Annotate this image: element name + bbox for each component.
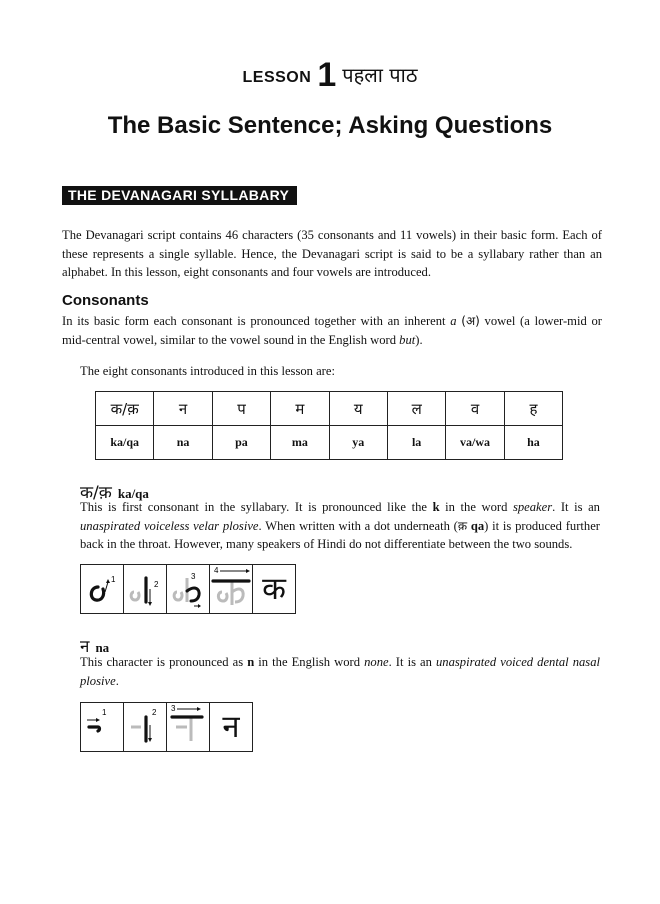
text-run: vowel (a lower-mid or mid-central vowel, similar to the vowel sound in the English word — [62, 314, 602, 347]
na-roman: na — [95, 640, 110, 655]
stroke-step-1 — [81, 703, 123, 751]
stroke-number: 2 — [154, 580, 159, 589]
intro-paragraph: The Devanagari script contains 46 characters (35 consonants and 11 vowels) in their basic form. Each of these represents a single syllable. Hence, the Devanagari script is said to be a syllabary rather than an alphabet. In this lesson, eight consonants and four vowels are introduced. — [62, 228, 602, 279]
ka-paragraph — [80, 498, 600, 554]
lesson-number: 1 — [317, 56, 337, 94]
stroke-final — [252, 565, 295, 613]
text-run: In its basic form each consonant is pronounced together with an inherent — [62, 314, 451, 328]
table-cell: ka/qa — [96, 426, 154, 460]
text-run: . It is an — [552, 500, 600, 514]
text-run: ). — [415, 332, 423, 347]
table-cell: ma — [271, 426, 329, 460]
table-cell: ha — [504, 426, 562, 460]
stroke-step-3 — [166, 703, 209, 751]
lesson-heading — [0, 56, 660, 95]
table-row-roman — [96, 426, 563, 460]
table-cell: na — [154, 426, 212, 460]
text-run: . — [115, 673, 119, 688]
stroke-3-icon — [167, 565, 209, 613]
final-na-glyph: न — [222, 709, 240, 745]
consonant-table — [95, 391, 563, 460]
stroke-3-icon — [167, 703, 209, 751]
final-ka-glyph: क — [262, 571, 286, 607]
stroke-step-2 — [123, 565, 166, 613]
stroke-step-1 — [81, 565, 123, 613]
na-stroke-order — [80, 702, 253, 752]
ka-glyph: क/क़ — [80, 483, 112, 503]
table-cell: la — [387, 426, 445, 460]
text-run-italic: unaspirated voiced dental nasal plosive — [80, 655, 601, 688]
lesson-hindi-title: पहला पाठ — [342, 63, 418, 87]
table-cell: म — [271, 392, 329, 426]
stroke-number: 1 — [102, 708, 107, 717]
ka-stroke-order — [80, 564, 296, 614]
stroke-number: 2 — [152, 708, 157, 717]
text-run-italic: none — [364, 655, 389, 669]
text-run: in the English word — [254, 655, 365, 669]
stroke-2-icon — [124, 703, 166, 751]
stroke-1-icon — [81, 565, 123, 613]
stroke-4-icon — [210, 565, 252, 613]
text-run-italic: speaker — [512, 500, 553, 514]
stroke-step-4 — [209, 565, 252, 613]
table-cell: य — [329, 392, 387, 426]
text-run: . When written with a dot underneath ( — [258, 518, 458, 533]
text-run-italic: but — [399, 332, 416, 347]
devanagari-inline: (अ) — [461, 314, 480, 328]
lesson-label: LESSON — [242, 69, 312, 86]
section-badge: THE DEVANAGARI SYLLABARY — [62, 186, 297, 205]
table-cell: ya — [329, 426, 387, 460]
consonants-paragraph — [62, 312, 602, 349]
text-run: in the word — [439, 500, 513, 514]
table-cell: va/wa — [446, 426, 504, 460]
devanagari-inline: क़ — [457, 518, 468, 533]
stroke-step-3 — [166, 565, 209, 613]
stroke-number: 1 — [111, 575, 116, 584]
text-run-bold: qa — [470, 518, 485, 533]
text-run: This character is pronounced as — [80, 655, 248, 669]
stroke-number: 4 — [214, 566, 219, 575]
table-intro: The eight consonants introduced in this lesson are: — [80, 364, 335, 378]
stroke-2-icon — [124, 565, 166, 613]
text-run-italic: unaspirated voiceless velar plosive — [80, 518, 259, 533]
stroke-number: 3 — [191, 572, 196, 581]
table-cell: क/क़ — [96, 392, 154, 426]
stroke-step-2 — [123, 703, 166, 751]
consonants-heading: Consonants — [62, 292, 149, 309]
na-paragraph — [80, 653, 600, 690]
stroke-number: 3 — [171, 704, 176, 713]
table-row-devanagari — [96, 392, 563, 426]
na-glyph: न — [80, 637, 90, 657]
text-run: This is first consonant in the syllabary. It is pronounced like the — [80, 500, 433, 514]
ka-roman: ka/qa — [117, 486, 149, 501]
table-cell: pa — [212, 426, 270, 460]
text-run: . It is an — [388, 655, 436, 669]
table-cell: प — [212, 392, 270, 426]
page-title: The Basic Sentence; Asking Questions — [107, 112, 553, 139]
table-cell: ल — [387, 392, 445, 426]
text-run-italic: a — [450, 314, 457, 328]
text-run: ) it is produced further back in the throat. However, many speakers of Hindi do not differentiate between the two sounds. — [80, 518, 600, 551]
stroke-1-icon — [81, 703, 123, 751]
text-run-bold: k — [432, 500, 440, 514]
table-cell: ह — [504, 392, 562, 426]
text-run-bold: n — [247, 655, 255, 669]
table-cell: व — [446, 392, 504, 426]
stroke-final — [209, 703, 252, 751]
table-cell: न — [154, 392, 212, 426]
